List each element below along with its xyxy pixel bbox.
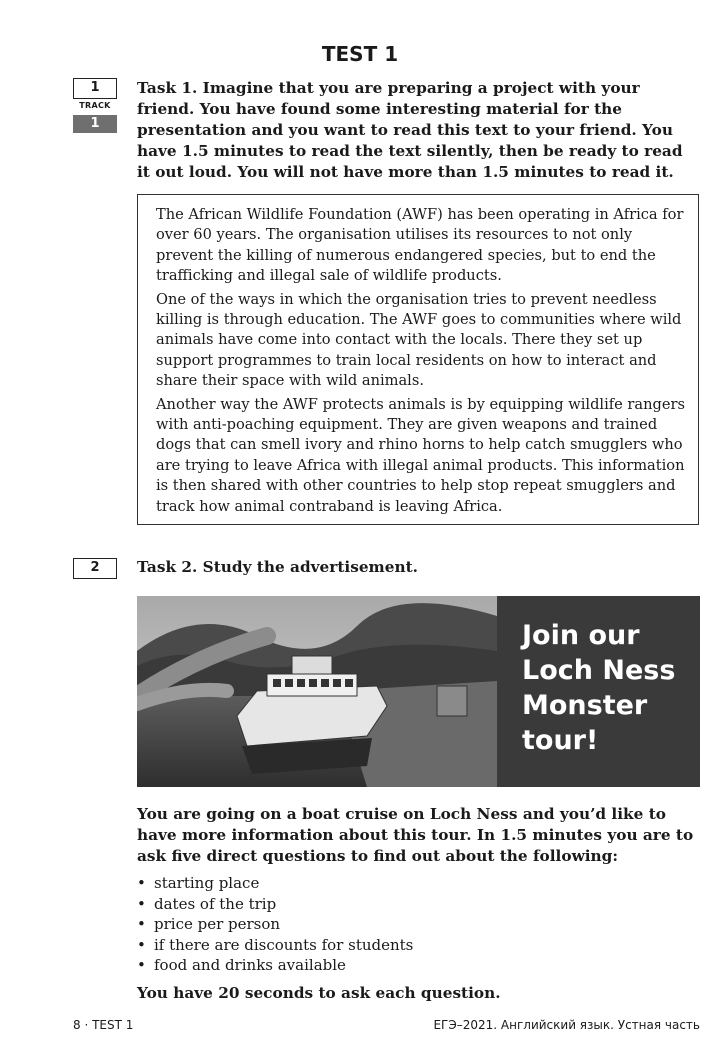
list-item: • food and drinks available <box>137 955 413 976</box>
page-title: TEST 1 <box>321 42 399 66</box>
track-label: TRACK <box>79 101 111 110</box>
reading-paragraph: One of the ways in which the organisation tries to prevent needless killing is through education. The AWF goes to communities where wild animals have come into contact with the locals. There they set up support programmes to train local residents on how to interact and share their space with wild animals. <box>156 290 682 390</box>
footer-page-info: 8 · TEST 1 <box>73 1018 134 1032</box>
ad-slogan-line: tour! <box>522 725 599 756</box>
footer-book-title: ЕГЭ–2021. Английский язык. Устная часть <box>433 1018 700 1032</box>
task-1-instruction: Task 1. Imagine that you are preparing a project with your friend. You have found some interesting material for the presentation and you want to read this text to your friend. You have 1.5 minutes to read the text silently, then be ready to read it out loud. You will not have more than 1.5 minutes to read it. <box>137 79 683 181</box>
list-item: • starting place <box>137 873 413 894</box>
list-item: • dates of the trip <box>137 894 413 915</box>
reading-paragraph: Another way the AWF protects animals is by equipping wildlife rangers with anti-poaching equipment. They are given weapons and trained dogs that can smell ivory and rhino horns to help catch smugglers who are trying to leave Africa with illegal animal products. This information is then shared with other countries to help stop repeat smugglers and track how animal contraband is leaving Africa. <box>156 395 685 515</box>
loch-ness-boat-photo <box>137 596 497 787</box>
task-1-number: 1 <box>73 78 117 99</box>
ad-slogan-line: Loch Ness <box>522 655 676 686</box>
question-topics-list <box>137 873 413 976</box>
task-2-number: 2 <box>73 558 117 579</box>
ad-slogan-line: Join our <box>522 620 640 651</box>
task-2-instruction: Task 2. Study the advertisement. <box>137 558 418 576</box>
reading-paragraph: The African Wildlife Foundation (AWF) has been operating in Africa for over 60 years. The organisation utilises its resources to not only prevent the killing of numerous endangered species, but to end the trafficking and illegal sale of wildlife products. <box>156 206 684 285</box>
task-2-closing: You have 20 seconds to ask each question. <box>137 984 501 1002</box>
task-2-intro: You are going on a boat cruise on Loch Ness and you’d like to have more information about this tour. In 1.5 minutes you are to ask five direct questions to find out about the following: <box>137 805 694 865</box>
advertisement-banner <box>137 596 700 787</box>
list-item: • price per person <box>137 914 413 935</box>
reading-text-box <box>137 194 699 525</box>
advertisement-slogan-panel <box>497 596 700 787</box>
track-number: 1 <box>73 115 117 133</box>
list-item: • if there are discounts for students <box>137 935 413 956</box>
ad-slogan-line: Monster <box>522 690 648 721</box>
